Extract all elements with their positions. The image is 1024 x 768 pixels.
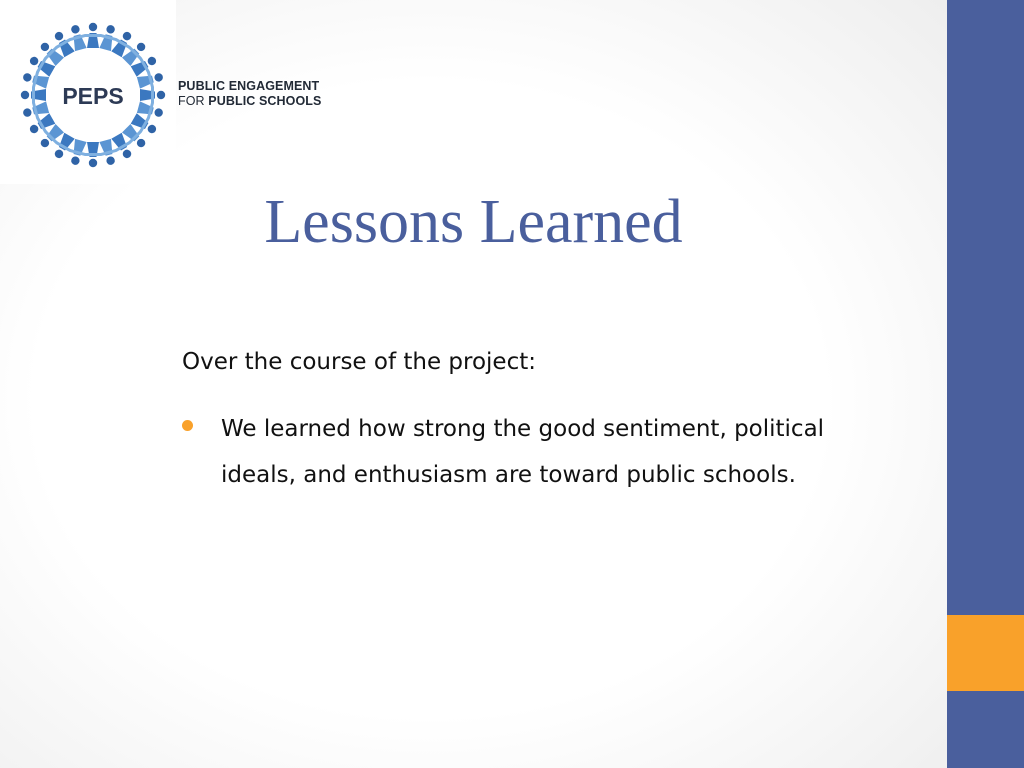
logo-line-2-prefix: FOR [178,94,205,108]
intro-text: Over the course of the project: [182,349,536,375]
logo-wordmark [178,79,321,109]
peps-logo [0,0,176,184]
logo-line-2-bold: PUBLIC SCHOOLS [208,94,322,108]
logo-line-1: PUBLIC ENGAGEMENT [178,79,320,93]
logo-line-2 [178,94,321,109]
slide-title: Lessons Learned [264,188,683,256]
logo-emblem-text: PEPS [62,83,124,109]
peps-emblem-icon [14,12,172,178]
bullet-dot-icon [182,420,193,431]
bullet-text: We learned how strong the good sentiment, political ideals, and enthusiasm are toward public schools. [221,416,825,488]
right-side-bar-accent [947,615,1024,691]
